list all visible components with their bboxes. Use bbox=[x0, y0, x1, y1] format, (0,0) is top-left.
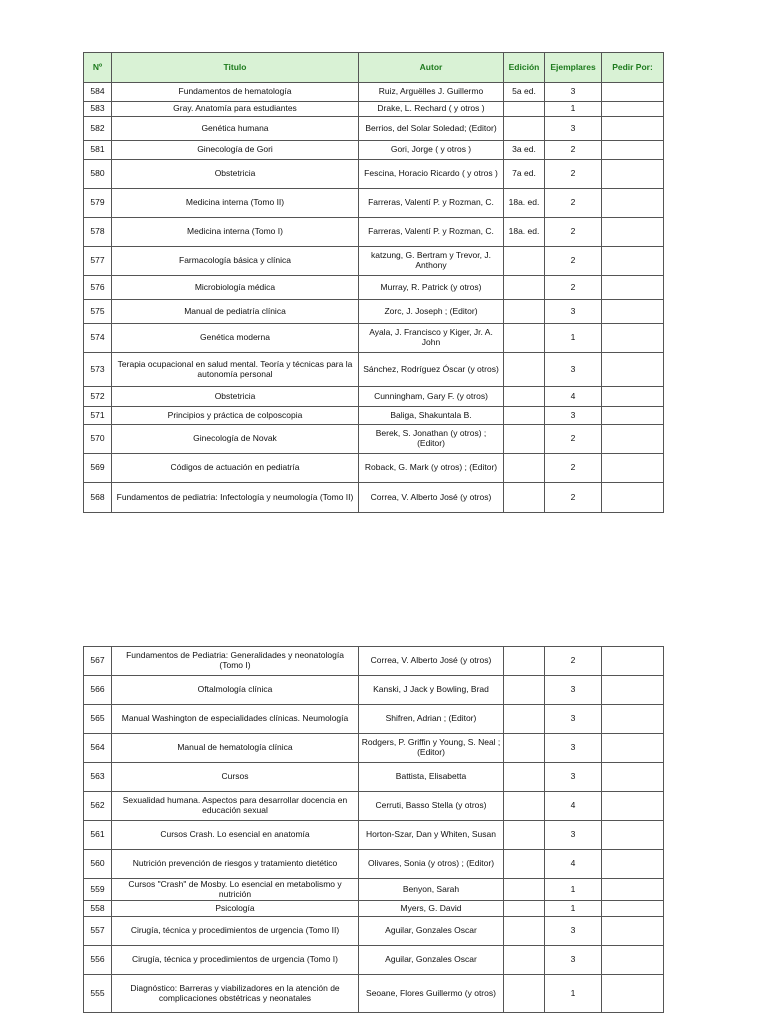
table-row bbox=[84, 117, 664, 141]
cell-autor: Fescina, Horacio Ricardo ( y otros ) bbox=[359, 160, 504, 189]
cell-autor: Ruiz, Arguëlles J. Guillermo bbox=[359, 83, 504, 102]
cell-titulo: Cursos bbox=[112, 763, 359, 792]
table-row bbox=[84, 454, 664, 483]
cell-ejemplares: 3 bbox=[545, 676, 602, 705]
cell-pedir bbox=[602, 483, 664, 513]
cell-autor: Murray, R. Patrick (y otros) bbox=[359, 276, 504, 300]
cell-ejemplares: 4 bbox=[545, 792, 602, 821]
cell-pedir bbox=[602, 276, 664, 300]
cell-titulo: Cursos "Crash" de Mosby. Lo esencial en metabolismo y nutrición bbox=[112, 879, 359, 901]
cell-pedir bbox=[602, 792, 664, 821]
cell-titulo: Sexualidad humana. Aspectos para desarrollar docencia en educación sexual bbox=[112, 792, 359, 821]
cell-titulo: Oftalmología clínica bbox=[112, 676, 359, 705]
cell-autor: Farreras, Valentí P. y Rozman, C. bbox=[359, 218, 504, 247]
cell-pedir bbox=[602, 141, 664, 160]
table-row bbox=[84, 901, 664, 917]
cell-edicion bbox=[504, 425, 545, 454]
cell-ejemplares: 2 bbox=[545, 160, 602, 189]
cell-no: 575 bbox=[84, 300, 112, 324]
cell-edicion bbox=[504, 483, 545, 513]
table-row bbox=[84, 218, 664, 247]
table-row bbox=[84, 946, 664, 975]
cell-autor: Aguilar, Gonzales Oscar bbox=[359, 917, 504, 946]
cell-no: 565 bbox=[84, 705, 112, 734]
cell-titulo: Ginecología de Novak bbox=[112, 425, 359, 454]
cell-titulo: Terapia ocupacional en salud mental. Teoría y técnicas para la autonomía personal bbox=[112, 353, 359, 387]
cell-no: 557 bbox=[84, 917, 112, 946]
cell-autor: Cunningham, Gary F. (y otros) bbox=[359, 387, 504, 407]
cell-pedir bbox=[602, 247, 664, 276]
table-row bbox=[84, 160, 664, 189]
cell-autor: Shifren, Adrian ; (Editor) bbox=[359, 705, 504, 734]
cell-autor: Rodgers, P. Griffin y Young, S. Neal ; (Editor) bbox=[359, 734, 504, 763]
cell-pedir bbox=[602, 946, 664, 975]
cell-edicion bbox=[504, 705, 545, 734]
table-row bbox=[84, 975, 664, 1013]
book-table-2 bbox=[83, 646, 664, 1013]
cell-ejemplares: 2 bbox=[545, 276, 602, 300]
cell-no: 569 bbox=[84, 454, 112, 483]
cell-pedir bbox=[602, 324, 664, 353]
cell-titulo: Obstetricia bbox=[112, 160, 359, 189]
cell-edicion bbox=[504, 946, 545, 975]
cell-no: 566 bbox=[84, 676, 112, 705]
cell-pedir bbox=[602, 454, 664, 483]
cell-autor: Benyon, Sarah bbox=[359, 879, 504, 901]
cell-edicion: 5a ed. bbox=[504, 83, 545, 102]
cell-no: 560 bbox=[84, 850, 112, 879]
cell-titulo: Nutrición prevención de riesgos y tratamiento dietético bbox=[112, 850, 359, 879]
header-titulo: Titulo bbox=[112, 53, 359, 83]
cell-ejemplares: 2 bbox=[545, 647, 602, 676]
cell-titulo: Cirugía, técnica y procedimientos de urgencia (Tomo II) bbox=[112, 917, 359, 946]
table-row bbox=[84, 483, 664, 513]
table-row bbox=[84, 102, 664, 117]
cell-edicion bbox=[504, 879, 545, 901]
table-row bbox=[84, 821, 664, 850]
cell-no: 570 bbox=[84, 425, 112, 454]
cell-edicion bbox=[504, 821, 545, 850]
cell-titulo: Manual de hematología clínica bbox=[112, 734, 359, 763]
cell-pedir bbox=[602, 705, 664, 734]
cell-pedir bbox=[602, 850, 664, 879]
cell-edicion bbox=[504, 102, 545, 117]
table-row bbox=[84, 300, 664, 324]
cell-autor: Battista, Elisabetta bbox=[359, 763, 504, 792]
cell-no: 580 bbox=[84, 160, 112, 189]
cell-pedir bbox=[602, 901, 664, 917]
cell-pedir bbox=[602, 353, 664, 387]
cell-pedir bbox=[602, 917, 664, 946]
cell-pedir bbox=[602, 425, 664, 454]
cell-titulo: Genética humana bbox=[112, 117, 359, 141]
table-row bbox=[84, 850, 664, 879]
cell-autor: Roback, G. Mark (y otros) ; (Editor) bbox=[359, 454, 504, 483]
cell-no: 574 bbox=[84, 324, 112, 353]
cell-pedir bbox=[602, 879, 664, 901]
cell-autor: Kanski, J Jack y Bowling, Brad bbox=[359, 676, 504, 705]
cell-pedir bbox=[602, 117, 664, 141]
table-row bbox=[84, 276, 664, 300]
cell-pedir bbox=[602, 975, 664, 1013]
cell-autor: Olivares, Sonia (y otros) ; (Editor) bbox=[359, 850, 504, 879]
cell-edicion: 18a. ed. bbox=[504, 218, 545, 247]
cell-autor: Horton-Szar, Dan y Whiten, Susan bbox=[359, 821, 504, 850]
cell-no: 568 bbox=[84, 483, 112, 513]
cell-edicion: 7a ed. bbox=[504, 160, 545, 189]
cell-no: 564 bbox=[84, 734, 112, 763]
cell-edicion bbox=[504, 901, 545, 917]
table-row bbox=[84, 763, 664, 792]
cell-pedir bbox=[602, 676, 664, 705]
cell-ejemplares: 4 bbox=[545, 387, 602, 407]
cell-edicion bbox=[504, 276, 545, 300]
cell-autor: Drake, L. Rechard ( y otros ) bbox=[359, 102, 504, 117]
cell-ejemplares: 3 bbox=[545, 407, 602, 425]
cell-no: 567 bbox=[84, 647, 112, 676]
table-row bbox=[84, 189, 664, 218]
cell-pedir bbox=[602, 821, 664, 850]
table-row bbox=[84, 647, 664, 676]
cell-titulo: Fundamentos de Pediatria: Generalidades y neonatología (Tomo I) bbox=[112, 647, 359, 676]
cell-autor: Seoane, Flores Guillermo (y otros) bbox=[359, 975, 504, 1013]
cell-ejemplares: 2 bbox=[545, 218, 602, 247]
table-row bbox=[84, 917, 664, 946]
cell-autor: Cerruti, Basso Stella (y otros) bbox=[359, 792, 504, 821]
table-row bbox=[84, 705, 664, 734]
table-row bbox=[84, 407, 664, 425]
table-row bbox=[84, 734, 664, 763]
cell-titulo: Cursos Crash. Lo esencial en anatomía bbox=[112, 821, 359, 850]
cell-titulo: Manual Washington de especialidades clínicas. Neumología bbox=[112, 705, 359, 734]
cell-titulo: Principios y práctica de colposcopia bbox=[112, 407, 359, 425]
cell-no: 555 bbox=[84, 975, 112, 1013]
header-row bbox=[84, 53, 664, 83]
cell-titulo: Fundamentos de hematología bbox=[112, 83, 359, 102]
table-row bbox=[84, 425, 664, 454]
cell-no: 581 bbox=[84, 141, 112, 160]
cell-no: 584 bbox=[84, 83, 112, 102]
cell-ejemplares: 2 bbox=[545, 141, 602, 160]
table-row bbox=[84, 792, 664, 821]
cell-pedir bbox=[602, 218, 664, 247]
cell-edicion bbox=[504, 763, 545, 792]
cell-ejemplares: 1 bbox=[545, 975, 602, 1013]
cell-pedir bbox=[602, 647, 664, 676]
table-row bbox=[84, 387, 664, 407]
cell-no: 577 bbox=[84, 247, 112, 276]
cell-edicion bbox=[504, 734, 545, 763]
cell-edicion bbox=[504, 917, 545, 946]
cell-autor: Aguilar, Gonzales Oscar bbox=[359, 946, 504, 975]
cell-edicion bbox=[504, 792, 545, 821]
cell-titulo: Psicología bbox=[112, 901, 359, 917]
cell-edicion bbox=[504, 676, 545, 705]
cell-edicion: 3a ed. bbox=[504, 141, 545, 160]
cell-ejemplares: 3 bbox=[545, 117, 602, 141]
cell-edicion: 18a. ed. bbox=[504, 189, 545, 218]
cell-pedir bbox=[602, 300, 664, 324]
cell-titulo: Manual de pediatría clínica bbox=[112, 300, 359, 324]
cell-pedir bbox=[602, 160, 664, 189]
cell-autor: Myers, G. David bbox=[359, 901, 504, 917]
cell-no: 562 bbox=[84, 792, 112, 821]
cell-titulo: Medicina interna (Tomo II) bbox=[112, 189, 359, 218]
table-row bbox=[84, 353, 664, 387]
cell-pedir bbox=[602, 189, 664, 218]
cell-edicion bbox=[504, 387, 545, 407]
cell-autor: Berrios, del Solar Soledad; (Editor) bbox=[359, 117, 504, 141]
cell-ejemplares: 1 bbox=[545, 879, 602, 901]
cell-edicion bbox=[504, 407, 545, 425]
cell-edicion bbox=[504, 353, 545, 387]
cell-ejemplares: 3 bbox=[545, 917, 602, 946]
header-no: Nº bbox=[84, 53, 112, 83]
cell-no: 559 bbox=[84, 879, 112, 901]
cell-ejemplares: 2 bbox=[545, 189, 602, 218]
cell-edicion bbox=[504, 647, 545, 676]
header-pedir: Pedir Por: bbox=[602, 53, 664, 83]
cell-titulo: Cirugía, técnica y procedimientos de urgencia (Tomo I) bbox=[112, 946, 359, 975]
cell-ejemplares: 2 bbox=[545, 247, 602, 276]
cell-no: 579 bbox=[84, 189, 112, 218]
cell-autor: Farreras, Valentí P. y Rozman, C. bbox=[359, 189, 504, 218]
cell-no: 572 bbox=[84, 387, 112, 407]
book-table-1 bbox=[83, 52, 664, 513]
cell-autor: Zorc, J. Joseph ; (Editor) bbox=[359, 300, 504, 324]
cell-ejemplares: 3 bbox=[545, 734, 602, 763]
cell-titulo: Gray. Anatomía para estudiantes bbox=[112, 102, 359, 117]
cell-no: 576 bbox=[84, 276, 112, 300]
cell-ejemplares: 2 bbox=[545, 454, 602, 483]
cell-no: 582 bbox=[84, 117, 112, 141]
cell-autor: katzung, G. Bertram y Trevor, J. Anthony bbox=[359, 247, 504, 276]
cell-no: 561 bbox=[84, 821, 112, 850]
cell-edicion bbox=[504, 975, 545, 1013]
table-row bbox=[84, 676, 664, 705]
cell-pedir bbox=[602, 407, 664, 425]
cell-titulo: Medicina interna (Tomo I) bbox=[112, 218, 359, 247]
cell-ejemplares: 1 bbox=[545, 901, 602, 917]
cell-ejemplares: 3 bbox=[545, 821, 602, 850]
cell-no: 556 bbox=[84, 946, 112, 975]
cell-titulo: Diagnóstico: Barreras y viabilizadores en la atención de complicaciones obstétricas y neonatales bbox=[112, 975, 359, 1013]
table-row bbox=[84, 83, 664, 102]
cell-no: 573 bbox=[84, 353, 112, 387]
table-row bbox=[84, 247, 664, 276]
cell-pedir bbox=[602, 763, 664, 792]
cell-edicion bbox=[504, 454, 545, 483]
cell-autor: Sánchez, Rodríguez Óscar (y otros) bbox=[359, 353, 504, 387]
cell-ejemplares: 3 bbox=[545, 83, 602, 102]
cell-ejemplares: 1 bbox=[545, 324, 602, 353]
cell-titulo: Obstetricia bbox=[112, 387, 359, 407]
cell-ejemplares: 4 bbox=[545, 850, 602, 879]
cell-pedir bbox=[602, 387, 664, 407]
cell-ejemplares: 2 bbox=[545, 483, 602, 513]
cell-autor: Baliga, Shakuntala B. bbox=[359, 407, 504, 425]
cell-titulo: Códigos de actuación en pediatría bbox=[112, 454, 359, 483]
cell-no: 578 bbox=[84, 218, 112, 247]
cell-autor: Berek, S. Jonathan (y otros) ; (Editor) bbox=[359, 425, 504, 454]
cell-autor: Correa, V. Alberto José (y otros) bbox=[359, 483, 504, 513]
cell-no: 558 bbox=[84, 901, 112, 917]
cell-pedir bbox=[602, 83, 664, 102]
cell-ejemplares: 3 bbox=[545, 705, 602, 734]
cell-edicion bbox=[504, 117, 545, 141]
cell-titulo: Farmacología básica y clínica bbox=[112, 247, 359, 276]
cell-ejemplares: 3 bbox=[545, 300, 602, 324]
table-row bbox=[84, 879, 664, 901]
cell-autor: Ayala, J. Francisco y Kiger, Jr. A. John bbox=[359, 324, 504, 353]
cell-ejemplares: 3 bbox=[545, 763, 602, 792]
cell-edicion bbox=[504, 300, 545, 324]
cell-titulo: Genética moderna bbox=[112, 324, 359, 353]
cell-pedir bbox=[602, 102, 664, 117]
cell-autor: Gori, Jorge ( y otros ) bbox=[359, 141, 504, 160]
cell-no: 563 bbox=[84, 763, 112, 792]
cell-ejemplares: 3 bbox=[545, 946, 602, 975]
cell-titulo: Microbiología médica bbox=[112, 276, 359, 300]
cell-edicion bbox=[504, 850, 545, 879]
header-autor: Autor bbox=[359, 53, 504, 83]
header-ejemplares: Ejemplares bbox=[545, 53, 602, 83]
cell-edicion bbox=[504, 247, 545, 276]
cell-ejemplares: 3 bbox=[545, 353, 602, 387]
cell-pedir bbox=[602, 734, 664, 763]
cell-titulo: Ginecología de Gori bbox=[112, 141, 359, 160]
table-row bbox=[84, 324, 664, 353]
cell-ejemplares: 2 bbox=[545, 425, 602, 454]
table-row bbox=[84, 141, 664, 160]
cell-ejemplares: 1 bbox=[545, 102, 602, 117]
cell-titulo: Fundamentos de pediatria: Infectología y neumología (Tomo II) bbox=[112, 483, 359, 513]
cell-no: 571 bbox=[84, 407, 112, 425]
cell-autor: Correa, V. Alberto José (y otros) bbox=[359, 647, 504, 676]
header-edicion: Edición bbox=[504, 53, 545, 83]
cell-edicion bbox=[504, 324, 545, 353]
cell-no: 583 bbox=[84, 102, 112, 117]
